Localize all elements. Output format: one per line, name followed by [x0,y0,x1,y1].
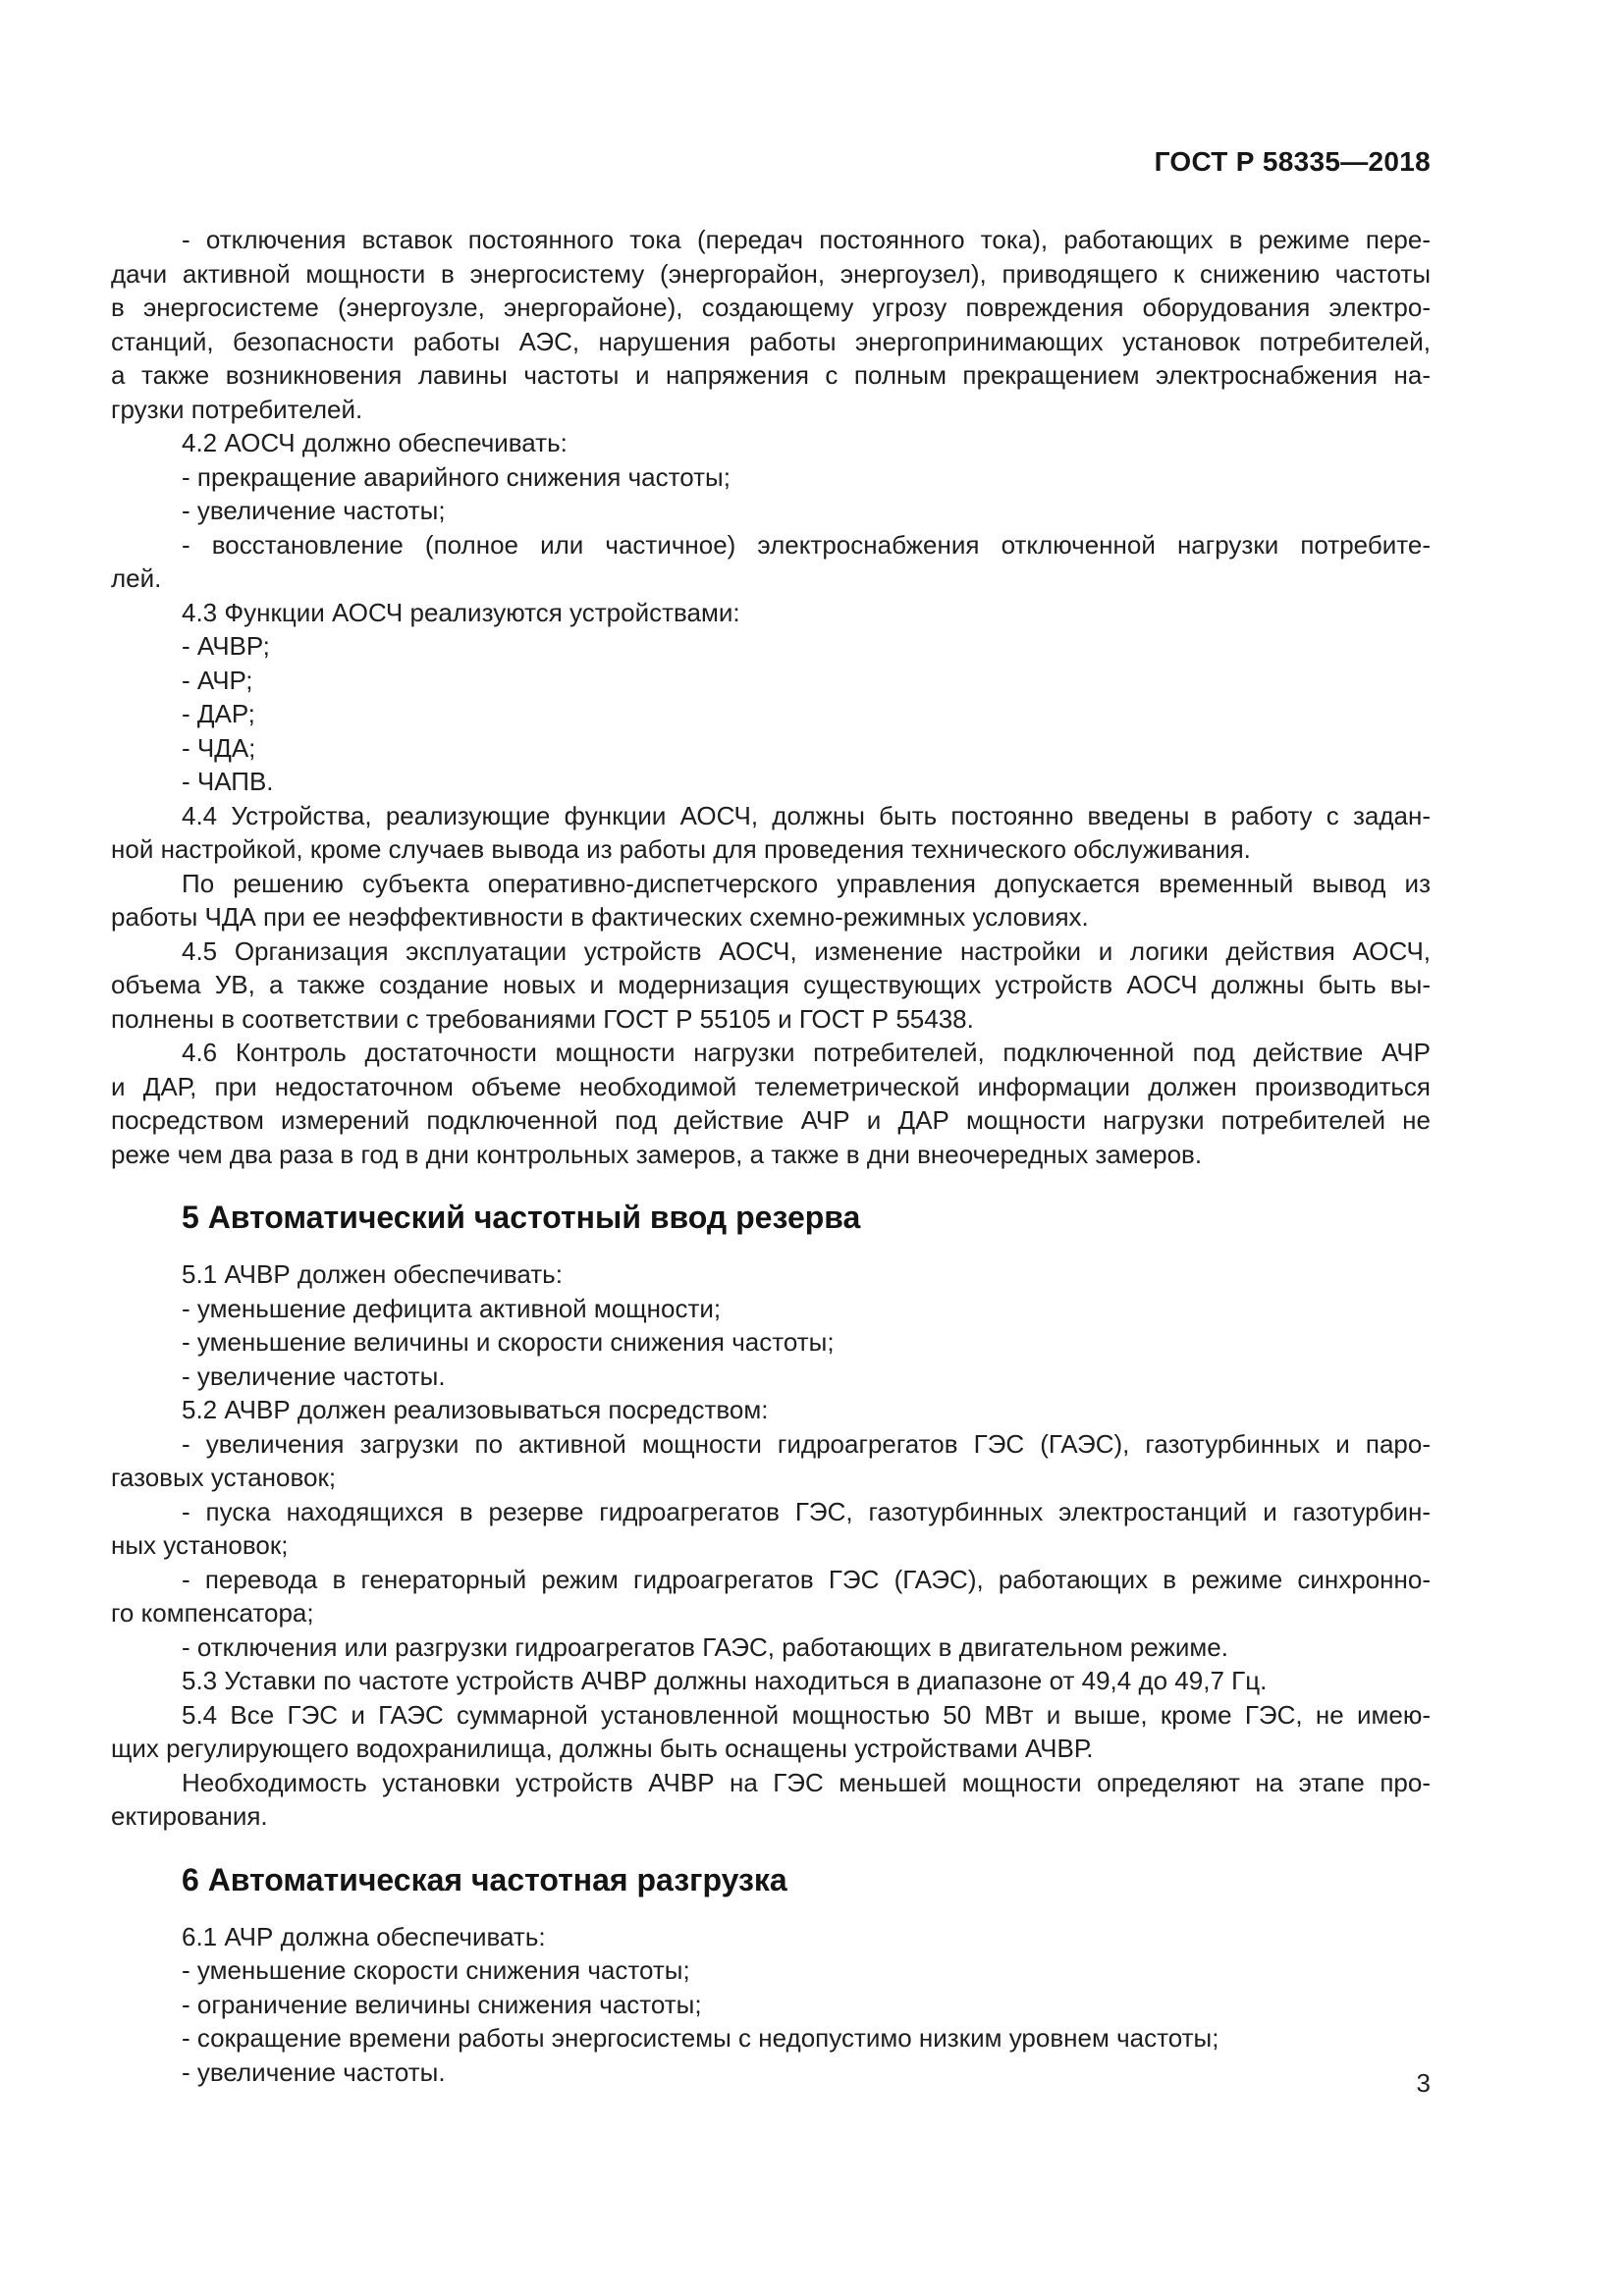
text-line: посредством измерений подключенной под действие АЧР и ДАР мощности нагрузки потребителей не [111,1105,1431,1135]
section-heading: 6 Автоматическая частотная разгрузка [182,1861,787,1897]
text-line: По решению субъекта оперативно-диспетчерского управления допускается временный вывод из [182,868,1431,898]
text-line: 4.6 Контроль достаточности мощности нагрузки потребителей, подключенной под действие АЧР [182,1038,1431,1067]
text-line: - уменьшение скорости снижения частоты; [182,1955,690,1985]
text-line: - увеличение частоты; [182,496,446,525]
text-line: 5.2 АЧВР должен реализовываться посредством: [182,1395,769,1424]
paragraph [111,1427,1431,1495]
text-line: ектирования. [111,1801,268,1831]
paragraph [111,697,1431,731]
paragraph [111,1766,1431,1834]
text-line: дачи активной мощности в энергосистему (энергорайон, энергоузел), приводящего к снижению частоты [111,258,1431,289]
text-line: 4.4 Устройства, реализующие функции АОСЧ, должны быть постоянно введены в работу с задан- [182,800,1431,830]
text-line: - прекращение аварийного снижения частоты; [182,461,731,492]
paragraph [111,460,1431,495]
text-line: 5.1 АЧВР должен обеспечивать: [182,1259,563,1289]
text-line: газовых установок; [111,1463,337,1492]
paragraph [111,1036,1431,1171]
text-line: 5.4 Все ГЭС и ГАЭС суммарной установленной мощностью 50 МВт и выше, кроме ГЭС, не имею- [182,1699,1431,1730]
text-line: 5.3 Уставки по частоте устройств АЧВР должны находиться в диапазоне от 49,4 до 49,7 Гц. [182,1666,1268,1695]
paragraph [111,1630,1431,1665]
text-line: 4.2 АОСЧ должно обеспечивать: [182,428,568,457]
text-line: - ЧДА; [182,732,256,763]
paragraph [111,1988,1431,2022]
paragraph [111,1360,1431,1394]
text-line: - уменьшение величины и скорости снижения частоты; [182,1327,835,1357]
text-line: - сокращение времени работы энергосистемы с недопустимо низким уровнем частоты; [182,2023,1219,2053]
page-footer [111,2068,1431,2099]
text-line: грузки потребителей. [111,394,363,424]
doc-code-label: ГОСТ Р 58335—2018 [1154,146,1431,177]
paragraph [111,2021,1431,2056]
text-line: ных установок; [111,1530,289,1560]
paragraph [111,1257,1431,1292]
paragraph [111,1325,1431,1360]
paragraph [111,1393,1431,1427]
paragraph [111,867,1431,934]
text-line: в энергосистеме (энергоузле, энергорайоне), создающему угрозу повреждения оборудования электро- [111,293,1431,322]
text-line: а также возникновения лавины частоты и напряжения с полным прекращением электроснабжения на- [111,360,1431,390]
paragraph [111,765,1431,799]
paragraph [111,1292,1431,1326]
text-line: - АЧВР; [182,631,270,661]
paragraph [111,1563,1431,1630]
paragraph [111,1698,1431,1766]
text-line: 4.5 Организация эксплуатации устройств АОСЧ, изменение настройки и логики действия АОСЧ, [182,935,1431,966]
text-line: - отключения или разгрузки гидроагрегатов ГАЭС, работающих в двигательном режиме. [182,1631,1228,1662]
paragraph [111,494,1431,528]
text-line: ной настройкой, кроме случаев вывода из работы для проведения технического обслуживания. [111,834,1251,864]
text-line: - перевода в генераторный режим гидроагрегатов ГЭС (ГАЭС), работающих в режиме синхронно- [182,1564,1431,1594]
text-line: - ЧАПВ. [182,767,274,796]
paragraph [111,1953,1431,1988]
section-heading: 5 Автоматический частотный ввод резерва [182,1200,861,1235]
paragraph [111,596,1431,630]
paragraph [111,528,1431,596]
paragraph [111,629,1431,664]
text-line: - увеличения загрузки по активной мощности гидроагрегатов ГЭС (ГАЭС), газотурбинных и паро- [182,1428,1431,1459]
running-header [111,146,1431,178]
text-line: го компенсатора; [111,1598,314,1628]
paragraph [111,731,1431,766]
text-line: 6.1 АЧР должна обеспечивать: [182,1921,546,1951]
text-line: лей. [111,563,162,593]
paragraph [111,664,1431,698]
text-line: 4.3 Функции АОСЧ реализуются устройствами: [182,597,740,627]
paragraph [111,1495,1431,1563]
text-line: - пуска находящихся в резерве гидроагрегатов ГЭС, газотурбинных электростанций и газотурбин- [182,1496,1431,1526]
text-line: Необходимость установки устройств АЧВР на ГЭС меньшей мощности определяют на этапе про- [182,1767,1431,1797]
text-line: - увеличение частоты. [182,1361,446,1391]
text-line: - увеличение частоты. [182,2056,446,2087]
page-number: 3 [1416,2068,1431,2098]
paragraph [111,426,1431,460]
paragraph [111,934,1431,1037]
text-line: реже чем два раза в год в дни контрольных замеров, а также в дни внеочередных замеров. [111,1139,1203,1169]
text-line: - ДАР; [182,699,255,728]
paragraph [111,799,1431,867]
text-line: - уменьшение дефицита активной мощности; [182,1293,722,1323]
paragraph [111,1664,1431,1698]
paragraph [111,223,1431,426]
document-body [111,223,1431,2089]
text-line: - отключения вставок постоянного тока (передач постоянного тока), работающих в режиме пере- [182,225,1431,254]
paragraph [111,1920,1431,1954]
text-line: полнены в соответствии с требованиями ГОСТ Р 55105 и ГОСТ Р 55438. [111,1003,974,1034]
text-line: работы ЧДА при ее неэффективности в фактических схемно-режимных условиях. [111,902,1089,932]
text-line: объема УВ, а также создание новых и модернизация существующих устройств АОСЧ должны быть вы- [111,970,1431,999]
text-line: - ограничение величины снижения частоты; [182,1989,702,2019]
text-line: и ДАР, при недостаточном объеме необходимой телеметрической информации должен производиться [111,1071,1431,1101]
text-line: щих регулирующего водохранилища, должны быть оснащены устройствами АЧВР. [111,1734,1094,1763]
text-line: - восстановление (полное или частичное) электроснабжения отключенной нагрузки потребите- [182,529,1431,560]
text-line: - АЧР; [182,665,253,695]
text-line: станций, безопасности работы АЭС, нарушения работы энергопринимающих установок потребителей, [111,326,1431,356]
